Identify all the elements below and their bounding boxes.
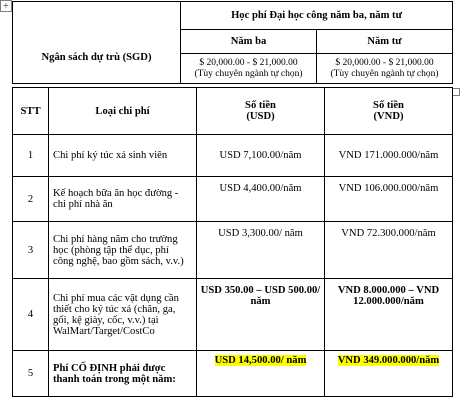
cost-table — [12, 87, 453, 397]
total-usd-cell — [197, 351, 325, 397]
header-vnd-line2: (VND) — [373, 111, 404, 122]
header-usd-line2: (USD) — [246, 111, 275, 122]
row-vnd: VND 72.300.000/năm — [325, 222, 453, 279]
table-row — [13, 135, 453, 177]
year4-label: Năm tư — [317, 30, 453, 54]
budget-label: Ngân sách dự trù (SGD) — [13, 2, 181, 84]
tuition-header: Học phí Đại học công năm ba, năm tư — [181, 2, 453, 30]
table-move-handle[interactable]: + — [0, 0, 12, 12]
tuition-summary-table — [12, 1, 453, 84]
year3-note: (Tùy chuyên ngành tự chọn) — [194, 68, 303, 79]
row-usd: USD 4,400.00/năm — [197, 177, 325, 222]
year3-label: Năm ba — [181, 30, 317, 54]
header-usd-line1: Số tiền — [245, 100, 276, 111]
total-row — [13, 351, 453, 397]
table-row — [13, 177, 453, 222]
row-usd: USD 7,100.00/năm — [197, 135, 325, 177]
paragraph-marker — [452, 88, 460, 96]
row-cost: Chi phí hàng năm cho trường học (phòng tập thể dục, phí công nghệ, bao gồm sách, v.v.) — [49, 222, 197, 279]
total-stt: 5 — [13, 351, 49, 397]
row-stt: 3 — [13, 222, 49, 279]
row-cost: Chi phí ký túc xá sinh viên — [49, 135, 197, 177]
row-stt: 1 — [13, 135, 49, 177]
row-vnd: VND 171.000.000/năm — [325, 135, 453, 177]
total-cost: Phí CỐ ĐỊNH phải được thanh toán trong một năm: — [49, 351, 197, 397]
total-vnd-cell — [325, 351, 453, 397]
table-row — [13, 222, 453, 279]
total-usd: USD 14,500.00/ năm — [214, 355, 307, 366]
total-vnd: VND 349.000.000/năm — [337, 355, 440, 366]
year4-range: $ 20,000.00 - $ 21,000.00 — [335, 57, 434, 68]
row-stt: 2 — [13, 177, 49, 222]
header-cost-type: Loại chi phí — [49, 88, 197, 135]
header-stt: STT — [13, 88, 49, 135]
row-usd: USD 350.00 – USD 500.00/ năm — [197, 279, 325, 351]
year3-range: $ 20,000.00 - $ 21,000.00 — [199, 57, 298, 68]
year4-cell — [317, 54, 453, 84]
row-cost: Kế hoạch bữa ăn học đường - chi phí nhà ăn — [49, 177, 197, 222]
row-usd: USD 3,300.00/ năm — [197, 222, 325, 279]
row-cost: Chi phí mua các vật dụng cần thiết cho ký túc xá (chăn, ga, gối, kệ giày, cốc, v.v.) tại WalMart/Target/CostCo — [49, 279, 197, 351]
year4-note: (Tùy chuyên ngành tự chọn) — [330, 68, 439, 79]
header-usd — [197, 88, 325, 135]
year3-cell — [181, 54, 317, 84]
row-vnd: VND 8.000.000 – VND 12.000.000/năm — [325, 279, 453, 351]
table-row — [13, 279, 453, 351]
row-stt: 4 — [13, 279, 49, 351]
header-vnd-line1: Số tiền — [373, 100, 404, 111]
row-vnd: VND 106.000.000/năm — [325, 177, 453, 222]
header-vnd — [325, 88, 453, 135]
